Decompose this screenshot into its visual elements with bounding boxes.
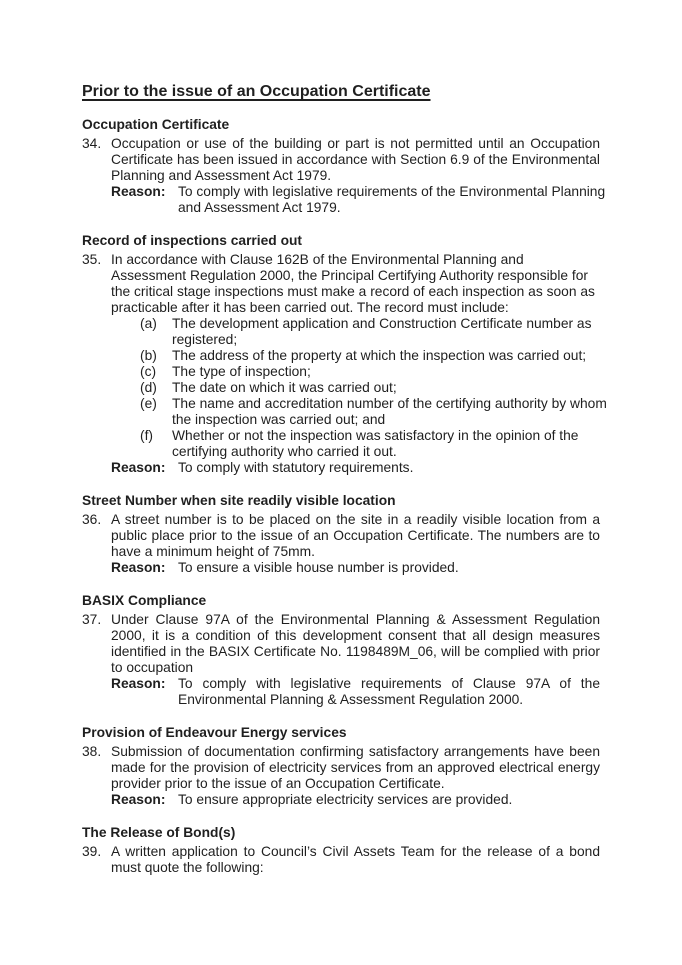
- sub-item-line: The type of inspection;: [172, 364, 311, 379]
- condition-item: [82, 252, 607, 476]
- section: [82, 725, 600, 808]
- reason-row: [111, 560, 600, 576]
- reason-label: Reason:: [111, 792, 166, 807]
- sub-item: [140, 348, 600, 364]
- condition-number: 38.: [82, 744, 102, 759]
- section: [82, 593, 600, 708]
- paragraph-line: Occupation or use of the building or part is not permitted until an Occupation: [111, 136, 600, 151]
- section-heading: The Release of Bond(s): [82, 825, 236, 840]
- sub-item-line: the inspection was carried out; and: [172, 412, 386, 427]
- condition-item: [82, 136, 606, 216]
- sub-item-label: (a): [140, 316, 157, 331]
- paragraph-line: to occupation: [111, 660, 194, 675]
- condition-number: 39.: [82, 844, 102, 859]
- condition-number: 36.: [82, 512, 102, 527]
- paragraph-line: must quote the following:: [111, 860, 264, 875]
- paragraph-line: Assessment Regulation 2000, the Principal Certifying Authority responsible for: [111, 268, 589, 283]
- body-paragraph: [111, 512, 600, 560]
- conditions-list: [82, 117, 607, 876]
- paragraph-line: Planning and Assessment Act 1979.: [111, 168, 332, 183]
- paragraph-line: made for the provision of electricity services from an approved electrical energy: [111, 760, 600, 775]
- reason-text-line: Environmental Planning & Assessment Regulation 2000.: [178, 692, 524, 707]
- reason-text-line: and Assessment Act 1979.: [178, 200, 341, 215]
- sub-item: [140, 316, 600, 348]
- sub-item-lines: [172, 396, 607, 428]
- body-paragraph: [111, 744, 600, 792]
- sub-item-label: (f): [140, 428, 154, 443]
- body-paragraph: [111, 844, 600, 876]
- sub-item-line: The address of the property at which the inspection was carried out;: [172, 348, 587, 363]
- paragraph-line: In accordance with Clause 162B of the Environmental Planning and: [111, 252, 524, 267]
- reason-row: [111, 184, 606, 216]
- reason-row: [111, 460, 600, 476]
- paragraph-line: provider prior to the issue of an Occupation Certificate.: [111, 776, 445, 791]
- paragraph-line: identified in the BASIX Certificate No. 1198489M_06, will be complied with prior: [111, 644, 600, 659]
- condition-number: 34.: [82, 136, 102, 151]
- paragraph-line: Submission of documentation confirming satisfactory arrangements have been: [111, 744, 600, 759]
- reason-label: Reason:: [111, 460, 166, 475]
- paragraph-line: have a minimum height of 75mm.: [111, 544, 315, 559]
- condition-body: [111, 512, 600, 576]
- reason-text-line: To comply with legislative requirements of Clause 97A of the: [178, 676, 600, 691]
- reason-text: [178, 676, 600, 708]
- paragraph-line: A written application to Council’s Civil Assets Team for the release of a bond: [111, 844, 600, 859]
- condition-item: [82, 612, 600, 708]
- condition-item: [82, 512, 600, 576]
- body-paragraph: [111, 136, 600, 184]
- condition-number: 37.: [82, 612, 102, 627]
- sub-item-line: The name and accreditation number of the certifying authority by whom: [172, 396, 607, 411]
- body-paragraph: [111, 612, 600, 676]
- paragraph-line: practicable after it has been carried out. The record must include:: [111, 300, 509, 315]
- paragraph-line: A street number is to be placed on the site in a readily visible location from a: [111, 512, 600, 527]
- sub-item: [140, 428, 600, 460]
- section: [82, 825, 600, 876]
- sub-item-list: [140, 316, 607, 460]
- paragraph-line: 2000, it is a condition of this development consent that all design measures: [111, 628, 600, 643]
- sub-item-line: registered;: [172, 332, 238, 347]
- reason-label: Reason:: [111, 676, 166, 691]
- body-paragraph: [111, 252, 600, 316]
- reason-text: [178, 792, 600, 808]
- paragraph-line: Certificate has been issued in accordance with Section 6.9 of the Environmental: [111, 152, 600, 167]
- reason-row: [111, 792, 600, 808]
- sub-item-line: Whether or not the inspection was satisfactory in the opinion of the: [172, 428, 579, 443]
- condition-item: [82, 844, 600, 876]
- sub-item-lines: [172, 380, 600, 396]
- sub-item-lines: [172, 364, 600, 380]
- section-heading: Record of inspections carried out: [82, 233, 303, 248]
- section-heading: Occupation Certificate: [82, 117, 230, 132]
- section-heading: BASIX Compliance: [82, 593, 207, 608]
- reason-label: Reason:: [111, 184, 166, 199]
- condition-body: [111, 252, 607, 476]
- reason-text: [178, 460, 600, 476]
- sub-item-lines: [172, 316, 600, 348]
- section: [82, 233, 607, 476]
- sub-item-line: The development application and Construction Certificate number as: [172, 316, 592, 331]
- reason-text-line: To ensure a visible house number is provided.: [178, 560, 459, 575]
- condition-body: [111, 744, 600, 808]
- section: [82, 117, 606, 216]
- sub-item: [140, 364, 600, 380]
- paragraph-line: Under Clause 97A of the Environmental Planning & Assessment Regulation: [111, 612, 600, 627]
- reason-text: [178, 184, 606, 216]
- section-heading: Street Number when site readily visible location: [82, 493, 396, 508]
- section: [82, 493, 600, 576]
- reason-text: [178, 560, 600, 576]
- paragraph-line: the critical stage inspections must make a record of each inspection as soon as: [111, 284, 595, 299]
- sub-item-label: (c): [140, 364, 157, 379]
- reason-row: [111, 676, 600, 708]
- sub-item-label: (e): [140, 396, 157, 411]
- sub-item-line: The date on which it was carried out;: [172, 380, 397, 395]
- sub-item: [140, 396, 607, 428]
- sub-item-lines: [172, 348, 600, 364]
- condition-body: [111, 844, 600, 876]
- reason-text-line: To comply with statutory requirements.: [178, 460, 414, 475]
- condition-item: [82, 744, 600, 808]
- sub-item: [140, 380, 600, 396]
- sub-item-line: certifying authority who carried it out.: [172, 444, 397, 459]
- document-title: Prior to the issue of an Occupation Certificate: [82, 83, 431, 100]
- condition-number: 35.: [82, 252, 102, 267]
- condition-body: [111, 136, 606, 216]
- reason-text-line: To comply with legislative requirements of the Environmental Planning: [178, 184, 606, 199]
- condition-body: [111, 612, 600, 708]
- section-heading: Provision of Endeavour Energy services: [82, 725, 347, 740]
- reason-label: Reason:: [111, 560, 166, 575]
- paragraph-line: public place prior to the issue of an Occupation Certificate. The numbers are to: [111, 528, 600, 543]
- reason-text-line: To ensure appropriate electricity services are provided.: [178, 792, 513, 807]
- sub-item-label: (d): [140, 380, 157, 395]
- sub-item-lines: [172, 428, 600, 460]
- sub-item-label: (b): [140, 348, 157, 363]
